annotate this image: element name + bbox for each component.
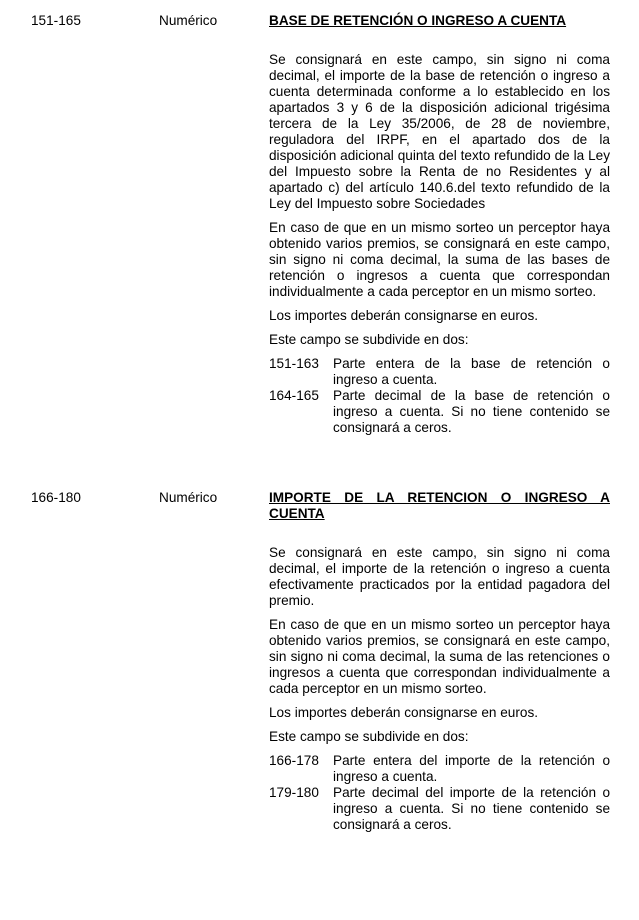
field-type: Numérico: [159, 13, 218, 28]
field-title: BASE DE RETENCIÓN O INGRESO A CUENTA: [269, 13, 567, 28]
field-type: Numérico: [159, 490, 218, 505]
field-paragraph: Se consignará en este campo, sin signo ni coma decimal, el importe de la retención o ingreso a cuenta efectivamente practicados por la entidad pagadora del premio.: [269, 545, 610, 608]
subfield-item: [269, 356, 610, 388]
field-title: IMPORTE DE LA RETENCION O INGRESO A CUENTA: [269, 490, 610, 521]
subfield-text: Parte entera del importe de la retención o ingreso a cuenta.: [333, 753, 610, 784]
field-paragraph: Los importes deberán consignarse en euros.: [269, 705, 539, 720]
subfield-item: [269, 785, 610, 833]
subfield-item: [269, 388, 610, 436]
field-paragraph: Se consignará en este campo, sin signo ni coma decimal, el importe de la base de retención o ingreso a cuenta determinada conforme a lo establecido en los apartados 3 y 6 de la disposición adicional trigésima tercera de la Ley 35/2006, de 28 de noviembre, reguladora del IRPF, en el apartado dos de la disposición adicional quinta del texto refundido de la Ley del Impuesto sobre la Renta de no Residentes y al apartado c) del artículo 140.6.del texto refundido de la Ley del Impuesto sobre Sociedades: [269, 52, 610, 211]
field-description: [269, 490, 610, 833]
field-paragraph: En caso de que en un mismo sorteo un perceptor haya obtenido varios premios, se consignará en este campo, sin signo ni coma decimal, la suma de las retenciones o ingresos a cuenta que correspondan individualmente a cada perceptor en un mismo sorteo.: [269, 617, 610, 696]
field-paragraph: Los importes deberán consignarse en euros.: [269, 308, 539, 323]
field-description: [269, 13, 610, 436]
field-position: 151-165: [31, 13, 81, 28]
subfield-text: Parte entera de la base de retención o ingreso a cuenta.: [333, 356, 610, 387]
subfield-range: 166-178: [269, 753, 319, 768]
subfield-range: 164-165: [269, 388, 319, 403]
subfield-text: Parte decimal de la base de retención o ingreso a cuenta. Si no tiene contenido se consignará a ceros.: [333, 388, 610, 435]
field-paragraph: En caso de que en un mismo sorteo un perceptor haya obtenido varios premios, se consignará en este campo, sin signo ni coma decimal, la suma de las bases de retención o ingresos a cuenta que correspondan individualmente a cada perceptor en un mismo sorteo.: [269, 220, 610, 299]
field-paragraph: Este campo se subdivide en dos:: [269, 332, 469, 347]
subfield-text: Parte decimal del importe de la retención o ingreso a cuenta. Si no tiene contenido se consignará a ceros.: [333, 785, 610, 832]
subfield-range: 179-180: [269, 785, 319, 800]
field-position: 166-180: [31, 490, 81, 505]
subfield-range: 151-163: [269, 356, 319, 371]
field-paragraph: Este campo se subdivide en dos:: [269, 729, 469, 744]
subfield-item: [269, 753, 610, 785]
